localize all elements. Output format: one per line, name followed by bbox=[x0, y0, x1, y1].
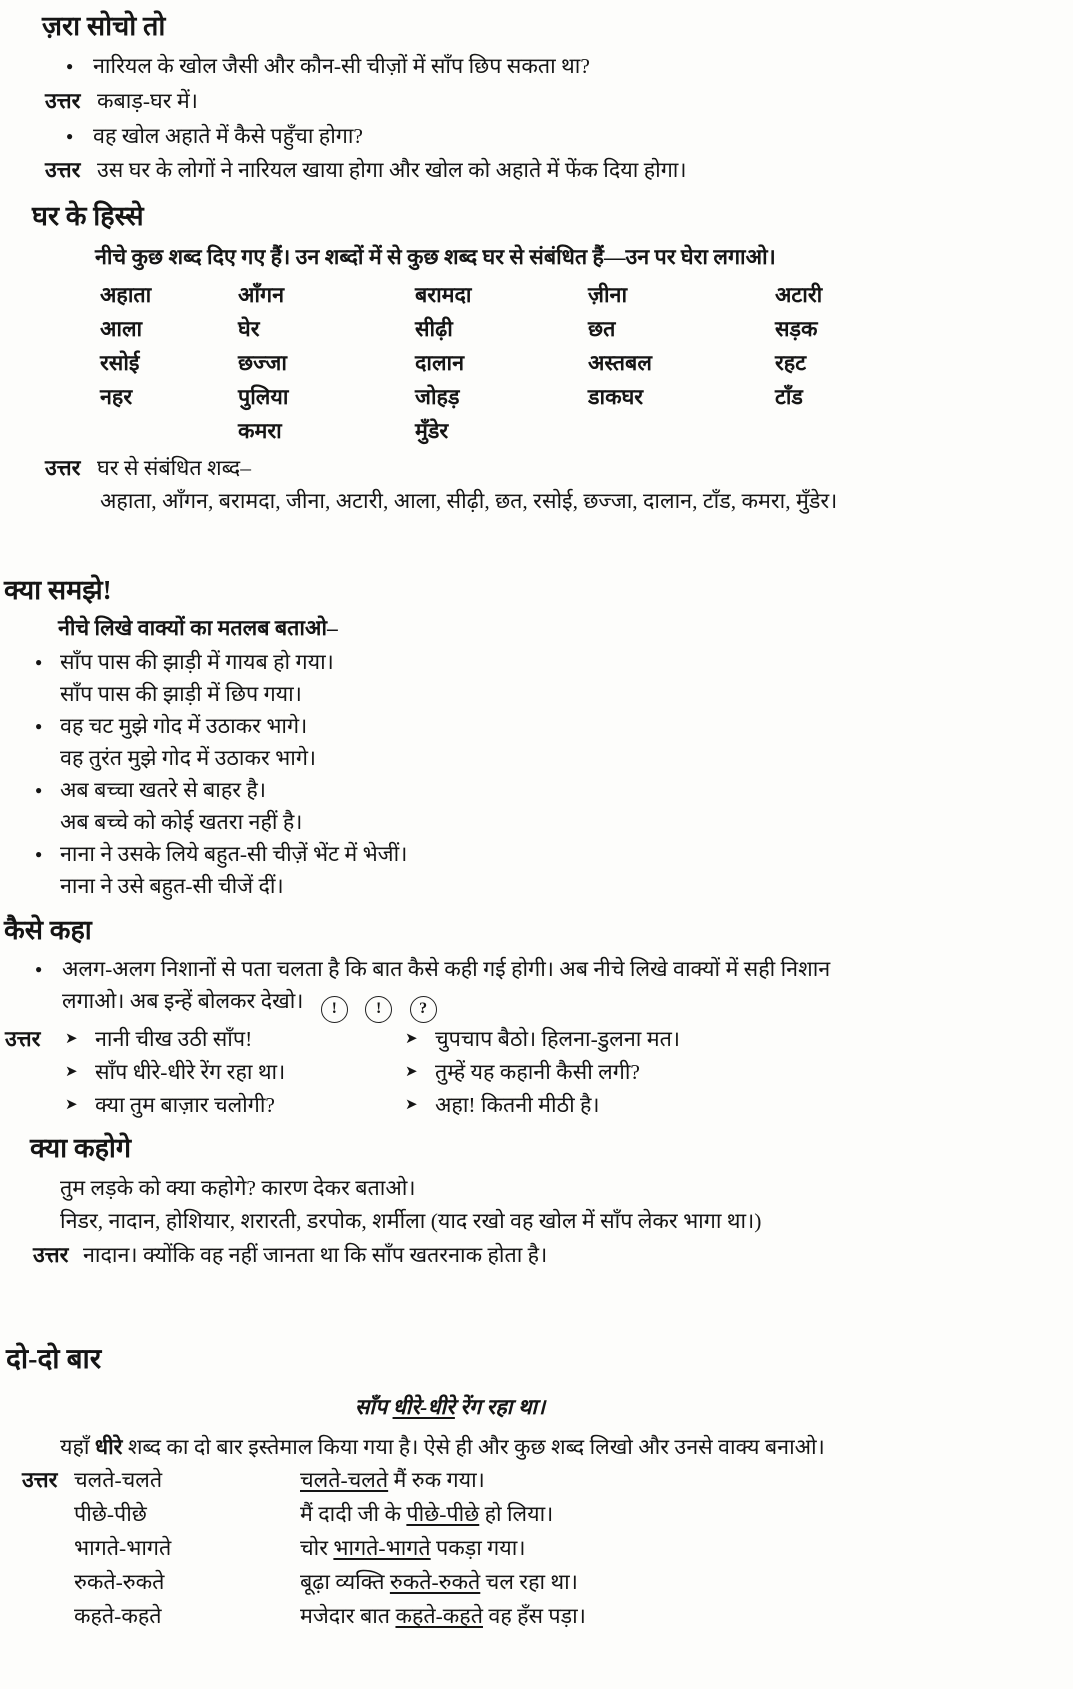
grid-word: टाँड bbox=[775, 385, 803, 410]
grid-word: जोहड़ bbox=[415, 385, 460, 410]
bullet-icon: ● bbox=[35, 719, 43, 734]
sentence-underlined: चलते-चलते bbox=[300, 1468, 389, 1493]
sentence-suffix: पकड़ा गया। bbox=[430, 1536, 526, 1561]
instruction-line-2 bbox=[62, 985, 830, 1023]
sentence-row bbox=[35, 838, 1073, 870]
sentence-suffix: चल रहा था। bbox=[480, 1570, 578, 1595]
section-kahoge bbox=[0, 1130, 1073, 1272]
grid-word: बरामदा bbox=[415, 283, 472, 308]
repeat-word-row bbox=[22, 1531, 1073, 1565]
question-row bbox=[66, 50, 1073, 82]
grid-word: अटारी bbox=[775, 283, 823, 308]
sentence-right: तुम्हें यह कहानी कैसी लगी? bbox=[435, 1059, 640, 1084]
sentence-underlined: पीछे-पीछे bbox=[406, 1502, 480, 1527]
grid-word: मुँडेर bbox=[415, 419, 449, 444]
repeat-word: रुकते-रुकते bbox=[74, 1570, 165, 1595]
answer-text: अहाता, आँगन, बरामदा, जीना, अटारी, आला, सीढ़ी, छत, रसोई, छज्जा, दालान, टाँड, कमरा, मुँडेर। bbox=[100, 489, 838, 514]
word-options-line: निडर, नादान, होशियार, शरारती, डरपोक, शर्मीला (याद रखो वह खोल में साँप लेकर भागा था।) bbox=[60, 1208, 762, 1233]
grid-word: ज़ीना bbox=[588, 283, 628, 308]
grid-word bbox=[775, 414, 1073, 448]
repeat-word: पीछे-पीछे bbox=[74, 1502, 147, 1527]
answer-text: उस घर के लोगों ने नारियल खाया होगा और खोल को अहाते में फेंक दिया होगा। bbox=[97, 158, 687, 183]
sentence-suffix: हो लिया। bbox=[479, 1502, 554, 1527]
grid-word: रसोई bbox=[100, 351, 140, 376]
example-prefix: साँप bbox=[354, 1394, 393, 1419]
sentence-underlined: रुकते-रुकते bbox=[389, 1570, 481, 1595]
grid-word: छज्जा bbox=[238, 351, 287, 376]
answer-label-spacer bbox=[22, 1599, 74, 1633]
example-underlined-word: धीरे-धीरे bbox=[392, 1394, 455, 1419]
marking-row bbox=[5, 1089, 1073, 1122]
sentence-text: अब बच्चा खतरे से बाहर है। bbox=[60, 778, 266, 803]
grid-word: नहर bbox=[100, 385, 133, 410]
marking-row bbox=[5, 1056, 1073, 1089]
bullet-icon: ● bbox=[35, 961, 43, 976]
grid-word: घेर bbox=[238, 317, 260, 342]
section-heading-ghar: घर के हिस्से bbox=[32, 201, 144, 232]
repeat-sentence bbox=[300, 1565, 578, 1599]
marking-row bbox=[5, 1023, 1073, 1056]
grid-word: कमरा bbox=[238, 419, 282, 444]
arrow-icon: ➤ bbox=[405, 1030, 418, 1047]
repeat-word-row bbox=[22, 1565, 1073, 1599]
section-heading-kaise: कैसे कहा bbox=[4, 915, 92, 946]
answer-text: नादान। क्योंकि वह नहीं जानता था कि साँप खतरनाक होता है। bbox=[83, 1242, 548, 1267]
answer-label: उत्तर bbox=[33, 1242, 69, 1267]
repeat-word: कहते-कहते bbox=[74, 1604, 162, 1629]
sentence-prefix: मैं दादी जी के bbox=[300, 1502, 407, 1527]
example-suffix: रेंग रहा था। bbox=[454, 1394, 546, 1419]
sentence-text: साँप पास की झाड़ी में गायब हो गया। bbox=[60, 650, 334, 675]
grid-word: डाकघर bbox=[588, 385, 644, 410]
repeat-sentence bbox=[300, 1497, 553, 1531]
repeat-sentence bbox=[300, 1531, 525, 1565]
sentence-underlined: भागते-भागते bbox=[333, 1536, 431, 1561]
sentence-prefix: बूढ़ा व्यक्ति bbox=[300, 1570, 390, 1595]
section-heading-samjhe: क्या समझे! bbox=[4, 574, 112, 605]
section-dodo bbox=[0, 1341, 1073, 1633]
bullet-icon: ● bbox=[35, 655, 43, 670]
grid-word: अस्तबल bbox=[588, 351, 652, 376]
answer-label: उत्तर bbox=[45, 158, 81, 183]
meaning-text: साँप पास की झाड़ी में छिप गया। bbox=[60, 682, 302, 707]
instruction-suffix: शब्द का दो बार इस्तेमाल किया गया है। ऐसे ही और कुछ शब्द लिखो और उनसे वाक्य बनाओ। bbox=[122, 1435, 825, 1460]
arrow-icon: ➤ bbox=[405, 1096, 418, 1113]
vertical-gap bbox=[0, 518, 1073, 572]
answer-row bbox=[45, 85, 1073, 117]
arrow-icon: ➤ bbox=[65, 1063, 78, 1080]
bullet-icon: ● bbox=[66, 59, 74, 74]
sentence-right: अहा! कितनी मीठी है। bbox=[435, 1092, 600, 1117]
sentence-left: क्या तुम बाज़ार चलोगी? bbox=[95, 1092, 275, 1117]
instruction-line-2-text: लगाओ। अब इन्हें बोलकर देखो। bbox=[62, 989, 304, 1013]
grid-word: रहट bbox=[775, 351, 807, 376]
question-row bbox=[66, 120, 1073, 152]
sentence-row bbox=[35, 774, 1073, 806]
question-mark-circle: ? bbox=[410, 996, 437, 1023]
instruction-text: नीचे कुछ शब्द दिए गए हैं। उन शब्दों में से कुछ शब्द घर से संबंधित हैं—उन पर घेरा लगाओ। bbox=[95, 244, 776, 269]
sentence-left: नानी चीख उठी साँप! bbox=[95, 1026, 253, 1051]
sentence-row bbox=[35, 646, 1073, 678]
sentence-row bbox=[35, 710, 1073, 742]
answer-row bbox=[33, 1239, 1073, 1271]
meaning-text: नाना ने उसे बहुत-सी चीजें दीं। bbox=[60, 874, 284, 899]
answer-row bbox=[45, 452, 1073, 484]
grid-word: पुलिया bbox=[238, 385, 289, 410]
meaning-text: वह तुरंत मुझे गोद में उठाकर भागे। bbox=[60, 746, 317, 771]
repeat-word: चलते-चलते bbox=[74, 1468, 163, 1493]
answer-label: उत्तर bbox=[45, 88, 81, 113]
sentence-prefix: चोर bbox=[300, 1536, 334, 1561]
instruction-row bbox=[35, 953, 1073, 1023]
grid-word: दालान bbox=[415, 351, 465, 376]
sentence-prefix: मजेदार बात bbox=[300, 1604, 396, 1629]
answer-label-spacer bbox=[22, 1565, 74, 1599]
exclamation-mark-circle: ! bbox=[365, 996, 392, 1023]
answer-label-spacer bbox=[22, 1531, 74, 1565]
section-heading-socho: ज़रा सोचो तो bbox=[42, 11, 166, 41]
sentence-text: वह चट मुझे गोद में उठाकर भागे। bbox=[60, 714, 308, 739]
word-grid bbox=[100, 278, 1073, 448]
answer-intro: घर से संबंधित शब्द– bbox=[97, 456, 251, 481]
answer-row bbox=[45, 154, 1073, 186]
sentence-suffix: वह हँस पड़ा। bbox=[482, 1604, 586, 1629]
arrow-icon: ➤ bbox=[65, 1030, 78, 1047]
grid-word: सीढ़ी bbox=[415, 317, 453, 342]
answer-label-spacer bbox=[22, 1497, 74, 1531]
sentence-suffix: मैं रुक गया। bbox=[388, 1468, 485, 1493]
answer-label: उत्तर bbox=[5, 1026, 41, 1051]
grid-word: आँगन bbox=[238, 283, 285, 308]
bullet-icon: ● bbox=[66, 128, 74, 143]
instruction-bold-word: धीरे bbox=[94, 1435, 123, 1460]
example-sentence bbox=[0, 1391, 900, 1423]
repeat-sentence bbox=[300, 1599, 586, 1633]
instruction-line: तुम लड़के को क्या कहोगे? कारण देकर बताओ। bbox=[60, 1175, 416, 1200]
grid-word: छत bbox=[588, 317, 616, 342]
repeat-sentence bbox=[300, 1463, 485, 1497]
grid-word: अहाता bbox=[100, 283, 152, 308]
instruction-text: नीचे लिखे वाक्यों का मतलब बताओ– bbox=[58, 616, 338, 641]
arrow-icon: ➤ bbox=[65, 1096, 78, 1113]
section-ghar bbox=[0, 198, 1073, 517]
section-heading-dodo: दो-दो बार bbox=[6, 1344, 102, 1376]
grid-word bbox=[588, 414, 775, 448]
exclamation-mark-circle: ! bbox=[321, 996, 348, 1023]
repeat-word-row bbox=[22, 1599, 1073, 1633]
section-kaise bbox=[0, 912, 1073, 1121]
sentence-underlined: कहते-कहते bbox=[395, 1604, 483, 1629]
meaning-text: अब बच्चे को कोई खतरा नहीं है। bbox=[60, 810, 303, 835]
answer-label: उत्तर bbox=[45, 456, 81, 481]
repeat-word-row bbox=[22, 1497, 1073, 1531]
grid-word: सड़क bbox=[775, 317, 818, 342]
repeat-word-row bbox=[22, 1463, 1073, 1497]
repeat-word: भागते-भागते bbox=[74, 1536, 172, 1561]
answer-label: उत्तर bbox=[22, 1468, 58, 1493]
bullet-icon: ● bbox=[35, 783, 43, 798]
instruction-body bbox=[62, 953, 830, 1023]
section-socho bbox=[0, 8, 1073, 186]
sentence-right: चुपचाप बैठो। हिलना-डुलना मत। bbox=[435, 1026, 680, 1051]
grid-word: आला bbox=[100, 317, 143, 342]
sentence-text: नाना ने उसके लिये बहुत-सी चीज़ें भेंट में भेजीं। bbox=[60, 842, 408, 867]
section-samjhe bbox=[0, 572, 1073, 903]
arrow-icon: ➤ bbox=[405, 1063, 418, 1080]
question-text: वह खोल अहाते में कैसे पहुँचा होगा? bbox=[93, 123, 363, 148]
sentence-left: साँप धीरे-धीरे रेंग रहा था। bbox=[95, 1059, 286, 1084]
grid-word bbox=[100, 414, 238, 448]
section-heading-kahoge: क्या कहोगे bbox=[30, 1132, 132, 1163]
instruction-line-1: अलग-अलग निशानों से पता चलता है कि बात कैसे कही गई होगी। अब नीचे लिखे वाक्यों में सही निशान bbox=[62, 956, 831, 981]
question-text: नारियल के खोल जैसी और कौन-सी चीज़ों में साँप छिप सकता था? bbox=[93, 54, 590, 79]
instruction-text bbox=[60, 1431, 1073, 1463]
answer-text: कबाड़-घर में। bbox=[97, 88, 198, 113]
bullet-icon: ● bbox=[35, 847, 43, 862]
vertical-gap bbox=[0, 1271, 1073, 1341]
instruction-prefix: यहाँ bbox=[60, 1435, 95, 1460]
